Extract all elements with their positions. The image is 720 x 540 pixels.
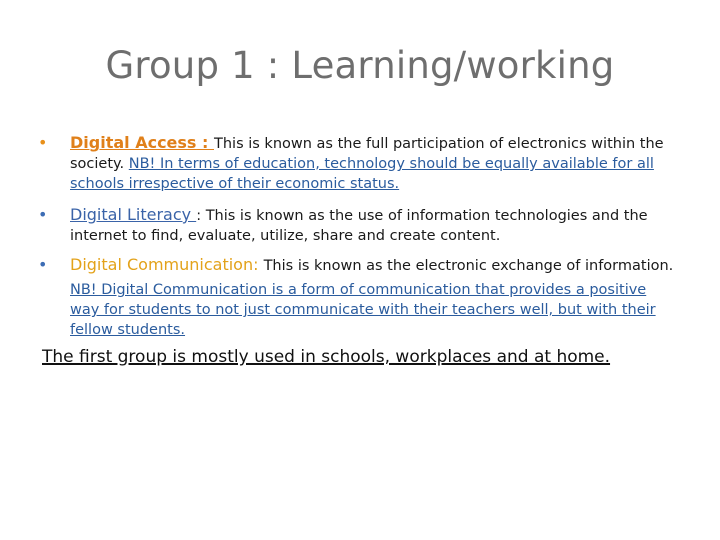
- bullet-digital-access: [38, 133, 678, 194]
- bullet-dot-icon: •: [38, 255, 48, 274]
- term-digital-access: Digital Access: [70, 133, 197, 152]
- term-separator: :: [196, 133, 214, 152]
- bullet-digital-communication: [38, 255, 678, 340]
- note-text: NB! Digital Communication is a form of communication that provides a positive way for students to not just communicate with their teachers well, but with their fellow students.: [70, 282, 656, 338]
- term-separator: :: [196, 208, 206, 224]
- bullet-text: [70, 133, 678, 194]
- bullet-text: [70, 255, 678, 340]
- bullet-text: [70, 205, 678, 246]
- bullet-dot-icon: •: [38, 133, 48, 152]
- note-text: NB! In terms of education, technology should be equally available for all schools irrespective of their economic status.: [70, 156, 654, 192]
- definition-text: This is known as the electronic exchange of information.: [263, 258, 674, 274]
- term-separator: :: [253, 255, 264, 274]
- term-digital-literacy: Digital Literacy: [70, 205, 197, 224]
- term-digital-communication: Digital Communication: [70, 255, 254, 274]
- bullet-dot-icon: •: [38, 205, 48, 224]
- definition-text: This is known as the use of information technologies and the internet to find, evaluate, utilize, share and create content.: [70, 208, 648, 244]
- definition-text: This is known as the full participation of electronics within the society.: [70, 136, 664, 172]
- slide-title: Group 1 : Learning/working: [105, 44, 615, 87]
- summary-text: The first group is mostly used in schools, workplaces and at home.: [42, 347, 611, 367]
- bullet-digital-literacy: [38, 205, 678, 246]
